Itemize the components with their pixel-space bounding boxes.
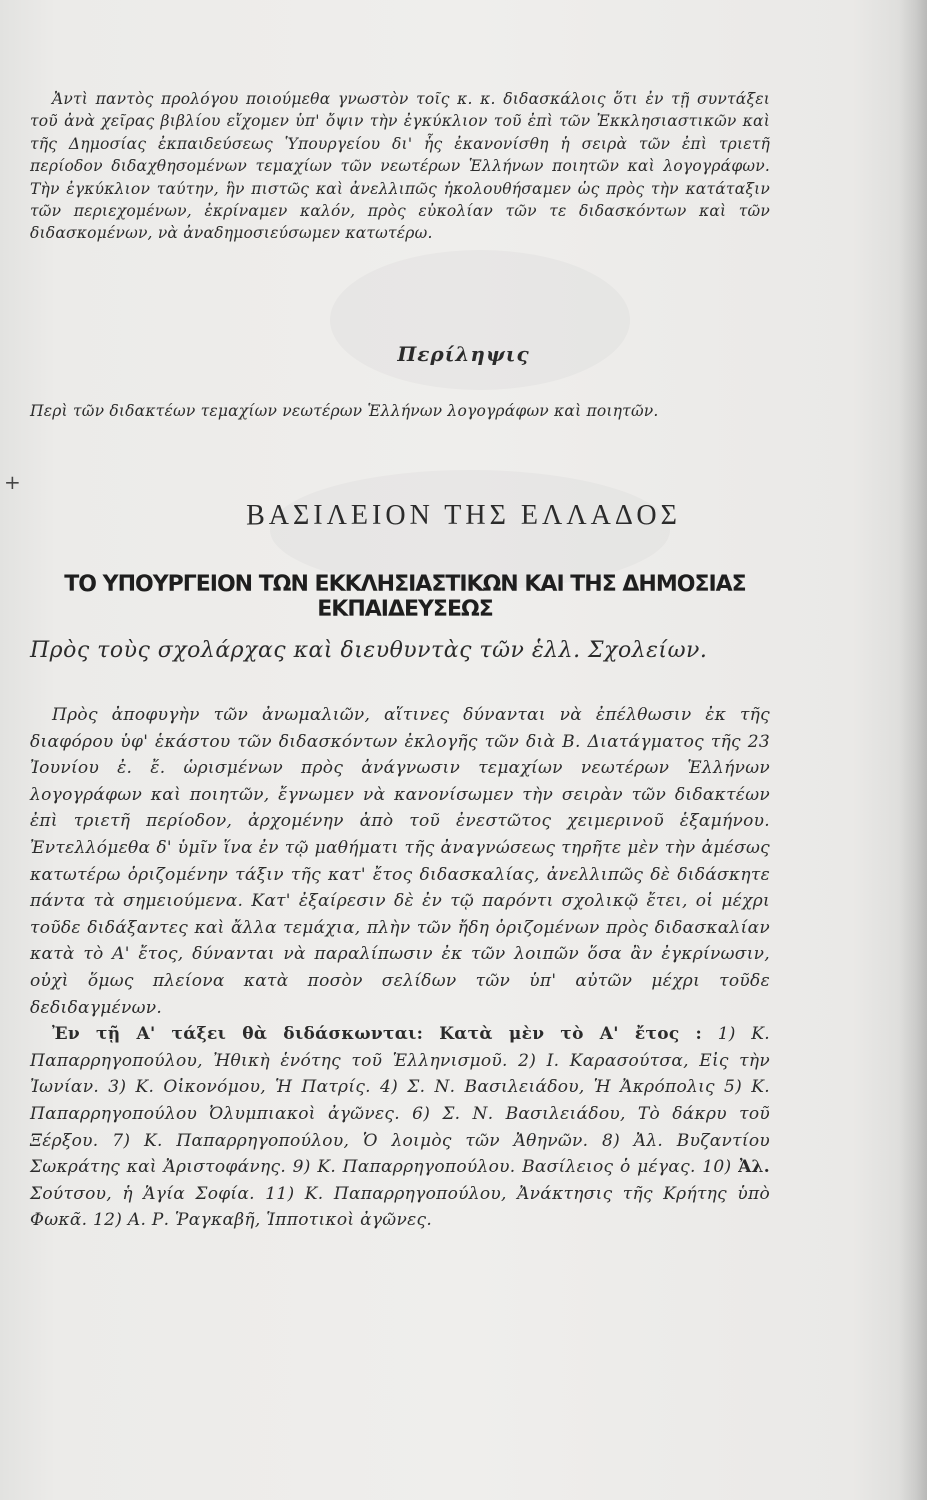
body-paragraph-2-end: Σούτσου, ἡ Ἁγία Σοφία. 11) Κ. Παπαρρηγοπούλου, Ἀνάκτησις τῆς Κρήτης ὑπὸ Φωκᾶ. 12) Α. Ρ. Ῥαγκαβῆ, Ἱπποτικοὶ ἀγῶνες. <box>30 1183 770 1231</box>
body-paragraph-2-bold: Ἀλ. <box>738 1157 770 1178</box>
circular-body <box>30 702 770 1234</box>
ministry-heading: ΤΟ ΥΠΟΥΡΓΕΙΟΝ ΤΩΝ ΕΚΚΛΗΣΙΑΣΤΙΚΩΝ ΚΑΙ ΤΗΣ ΔΗΜΟΣΙΑΣ ΕΚΠΑΙΔΕΥΣΕΩΣ <box>64 572 746 622</box>
body-paragraph-1: Πρὸς ἀποφυγὴν τῶν ἀνωμαλιῶν, αἵτινες δύνανται νὰ ἐπέλθωσιν ἐκ τῆς διαφόρου ὑφ' ἑκάστου τῶν διδασκόντων ἐκλογῆς τῶν διὰ Β. Διατάγματος τῆς 23 Ἰουνίου ἐ. ἔ. ὡρισμένων πρὸς ἀνάγνωσιν τεμαχίων νεωτέρων Ἑλλήνων λογογράφων καὶ ποιητῶν, ἔγνωμεν νὰ κανονίσωμεν τὴν σειρὰν τῶν διδακτέων ἐπὶ τριετῆ περίοδον, ἀρχομένην ἀπὸ τοῦ ἐνεστῶτος χειμερινοῦ ἑξαμήνου. Ἐντελλόμεθα δ' ὑμῖν ἵνα ἐν τῷ μαθήματι τῆς ἀναγνώσεως τηρῆτε μὲν τὴν ἀμέσως κατωτέρω ὁριζομένην τάξιν τῆς κατ' ἔτος διδασκαλίας, ἀνελλιπῶς δὲ διδάσκητε πάντα τὰ σημειούμενα. Κατ' ἐξαίρεσιν δὲ ἐν τῷ παρόντι σχολικῷ ἔτει, οἱ μέχρι τοῦδε διδάξαντες καὶ ἄλλα τεμάχια, πλὴν τῶν ἤδη ὁριζομένων πρὸς διδασκαλίαν κατὰ τὸ Α' ἔτος, δύνανται νὰ παραλίπωσιν ἐκ τῶν λοιπῶν ὅσα ἂν ἐγκρίνωσιν, οὐχὶ ὅμως πλείονα κατὰ ποσὸν σελίδων τῶν ὑπ' αὐτῶν μέχρι τοῦδε δεδιδαγμένων. <box>30 705 770 1018</box>
summary-heading: Περίληψις <box>397 342 530 366</box>
body-paragraph-2-text: 1) Κ. Παπαρρηγοπούλου, Ἠθικὴ ἑνότης τοῦ Ἑλληνισμοῦ. 2) Ι. Καρασούτσα, Εἰς τὴν Ἰωνίαν. 3) Κ. Οἰκονόμου, Ἡ Πατρίς. 4) Σ. Ν. Βασιλειάδου, Ἡ Ἀκρόπολις 5) Κ. Παπαρρηγοπούλου Ὀλυμπιακοὶ ἀγῶνες. 6) Σ. Ν. Βασιλειάδου, Τὸ δάκρυ τοῦ Ξέρξου. 7) Κ. Παπαρρηγοπούλου, Ὁ λοιμὸς τῶν Ἀθηνῶν. 8) Ἀλ. Βυζαντίου Σωκράτης καὶ Ἀριστοφάνης. 9) Κ. Παπαρρηγοπούλου. Βασίλειος ὁ μέγας. 10) <box>30 1024 770 1178</box>
margin-mark: + <box>4 470 21 494</box>
preface-text: Ἀντὶ παντὸς προλόγου ποιούμεθα γνωστὸν τοῖς κ. κ. διδασκάλοις ὅτι ἐν τῇ συντάξει τοῦ ἀνὰ χεῖρας βιβλίου εἴχομεν ὑπ' ὄψιν τὴν ἐγκύκλιον τοῦ ἐπὶ τῶν Ἐκκλησιαστικῶν καὶ τῆς Δημοσίας ἐκπαιδεύσεως Ὑπουργείου δι' ἧς ἐκανονίσθη ἡ σειρὰ τῶν ἐπὶ τριετῆ περίοδον διδαχθησομένων τεμαχίων τῶν νεωτέρων Ἑλλήνων ποιητῶν καὶ λογογράφων. Τὴν ἐγκύκλιον ταύτην, ἣν πιστῶς καὶ ἀνελλιπῶς ἠκολουθήσαμεν ὡς πρὸς τὴν κατάταξιν τῶν περιεχομένων, ἐκρίναμεν καλόν, πρὸς εὐκολίαν τῶν τε διδασκόντων καὶ τῶν διδασκομένων, νὰ ἀναδημοσιεύσωμεν κατωτέρω. <box>30 90 770 243</box>
circular-address: Πρὸς τοὺς σχολάρχας καὶ διευθυντὰς τῶν ἑλλ. Σχολείων. <box>30 638 708 663</box>
page-edge-shadow <box>899 0 927 1500</box>
body-paragraph-2-lead: Ἐν τῇ Α' τάξει θὰ διδάσκωνται: Κατὰ μὲν τὸ Α' ἔτος : <box>52 1024 703 1045</box>
summary-text: Περὶ τῶν διδακτέων τεμαχίων νεωτέρων Ἑλλήνων λογογράφων καὶ ποιητῶν. <box>30 402 659 420</box>
preface-paragraph <box>30 88 770 245</box>
kingdom-heading: ΒΑΣΙΛΕΙΟΝ ΤΗΣ ΕΛΛΑΔΟΣ <box>246 500 681 531</box>
paper-stain <box>330 250 630 390</box>
body-paragraph-2 <box>30 1021 770 1234</box>
